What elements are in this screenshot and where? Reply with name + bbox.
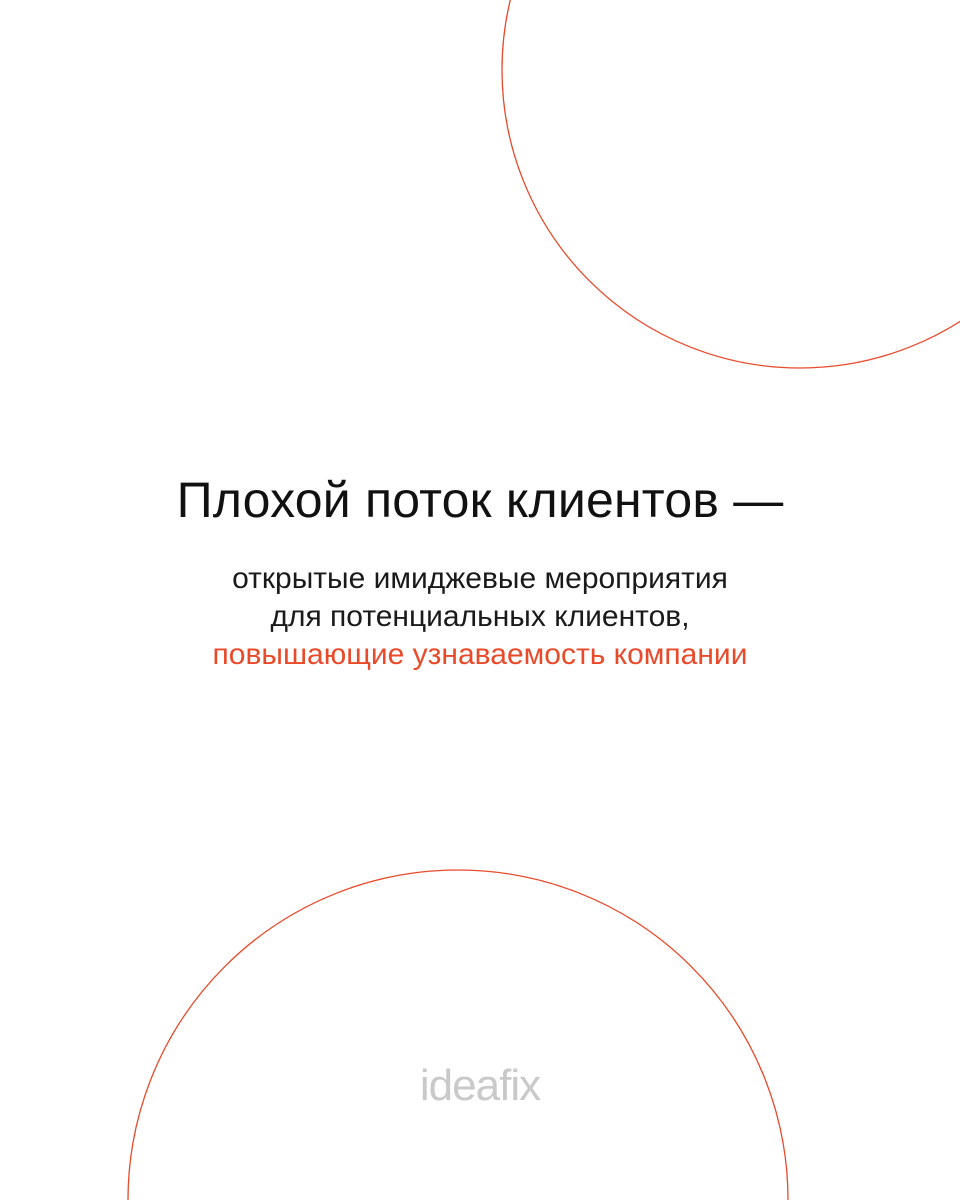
subtext-line-accent: повышающие узнаваемость компании: [212, 638, 748, 671]
subtext-line-2: для потенциальных клиентов,: [270, 600, 690, 633]
top-right-circle-outline: [502, 0, 960, 368]
subtext-line-1: открытые имиджевые мероприятия: [232, 562, 728, 595]
subtext-block: [0, 560, 960, 674]
headline: Плохой поток клиентов —: [176, 472, 784, 528]
bottom-circle-outline: [128, 870, 788, 1200]
ideafix-logo: ideafix: [419, 1061, 541, 1110]
